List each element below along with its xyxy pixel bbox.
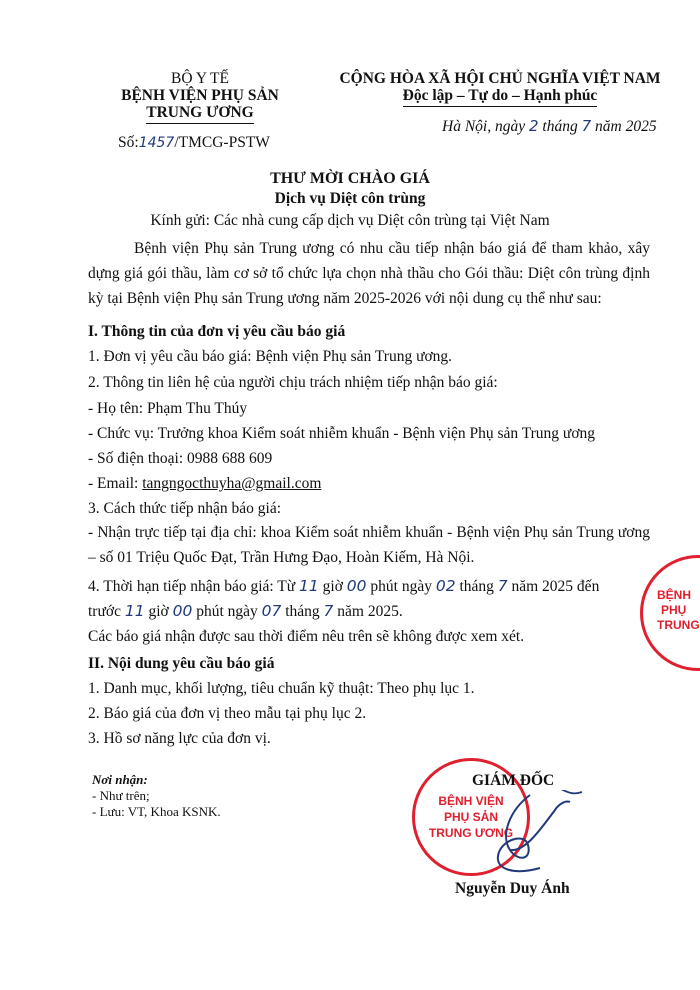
motto: Độc lập – Tự do – Hạnh phúc (403, 87, 598, 107)
date-line (442, 117, 657, 136)
recipient-2: - Lưu: VT, Khoa KSNK. (92, 804, 221, 819)
from-month: 7 (497, 577, 508, 595)
contact-position: - Chức vụ: Trưởng khoa Kiểm soát nhiễm khuẩn - Bệnh viện Phụ sản Trung ương (88, 425, 596, 442)
to-month: 7 (323, 602, 334, 620)
deadline-label: 4. Thời hạn tiếp nhận báo giá: Từ (88, 578, 296, 595)
date-month-label: tháng (542, 118, 578, 135)
hour-label: giờ (322, 578, 343, 595)
issuer-block (100, 70, 300, 124)
national-motto-block (330, 70, 670, 107)
section1-item1: 1. Đơn vị yêu cầu báo giá: Bệnh viện Phụ sản Trung ương. (88, 348, 453, 365)
ministry-name: BỘ Y TẾ (171, 70, 229, 87)
stamp-line3: TRUNG ƯƠNG (428, 826, 514, 840)
contact-name: - Họ tên: Phạm Thu Thúy (88, 400, 248, 417)
from-minute: 00 (346, 577, 367, 595)
side-stamp (640, 555, 700, 671)
date-place: Hà Nội, ngày (442, 118, 526, 135)
email-link[interactable]: tangngocthuyha@gmail.com (142, 475, 322, 492)
direct-address: - Nhận trực tiếp tại địa chỉ: khoa Kiểm soát nhiễm khuẩn - Bệnh viện Phụ sản Trung ương – số 01 Triệu Quốc Đạt, Trần Hưng Đạo, Hoàn Kiếm, Hà Nội. (88, 524, 650, 566)
section1-item4-line1 (88, 576, 650, 597)
handwritten-signature (470, 790, 590, 890)
from-day: 02 (435, 577, 456, 595)
section2-heading: II. Nội dung yêu cầu báo giá (88, 655, 275, 672)
stamp-line1: BỆNH VIỆN (438, 794, 504, 808)
recipient-1: - Như trên; (92, 788, 150, 803)
number-handwritten: 1457 (138, 135, 175, 151)
republic-name: CỘNG HÒA XÃ HỘI CHỦ NGHĨA VIỆT NAM (339, 70, 661, 87)
section1-heading: I. Thông tin của đơn vị yêu cầu báo giá (88, 323, 346, 340)
before-label: trước (88, 603, 121, 620)
section1-item3: 3. Cách thức tiếp nhận báo giá: (88, 500, 282, 517)
addressee: Kính gửi: Các nhà cung cấp dịch vụ Diệt côn trùng tại Việt Nam (150, 212, 550, 229)
stamp-line2: PHỤ SẢN (443, 810, 498, 824)
hour-label-2: giờ (148, 603, 169, 620)
letter-title: THƯ MỜI CHÀO GIÁ (270, 170, 430, 187)
email-label: - Email: (88, 475, 143, 492)
date-year: năm 2025 (595, 118, 657, 135)
section2-item1: 1. Danh mục, khối lượng, tiêu chuẩn kỹ thuật: Theo phụ lục 1. (88, 680, 475, 697)
to-minute: 00 (172, 602, 193, 620)
minute-day-label: phút ngày (370, 578, 432, 595)
to-hour: 11 (124, 602, 145, 620)
section2-item3: 3. Hồ sơ năng lực của đơn vị. (88, 730, 271, 747)
date-month: 7 (581, 117, 592, 135)
from-hour: 11 (299, 577, 319, 595)
document-number (118, 134, 270, 152)
section2-item2: 2. Báo giá của đơn vị theo mẫu tại phụ lục 2. (88, 705, 367, 722)
month-label: tháng (459, 578, 494, 595)
to-day: 07 (261, 602, 282, 620)
side-stamp-line2: PHỤ (661, 603, 687, 617)
section1-item4-line2 (88, 601, 403, 622)
hospital-name: BỆNH VIỆN PHỤ SẢN (121, 87, 279, 104)
letter-subtitle: Dịch vụ Diệt côn trùng (274, 190, 426, 207)
contact-email (88, 474, 321, 494)
number-prefix: Số: (118, 134, 139, 151)
year-to-label: năm 2025 đến (511, 578, 600, 595)
signer-name: Nguyễn Duy Ánh (455, 880, 570, 897)
side-stamp-line3: TRUNG (657, 618, 700, 632)
contact-phone: - Số điện thoại: 0988 688 609 (88, 450, 273, 467)
hospital-name-2: TRUNG ƯƠNG (146, 104, 254, 124)
late-note: Các báo giá nhận được sau thời điểm nêu trên sẽ không được xem xét. (88, 628, 525, 645)
number-suffix: /TMCG-PSTW (174, 134, 270, 151)
minute-day-label-2: phút ngày (196, 603, 258, 620)
signer-title: GIÁM ĐỐC (472, 772, 555, 789)
recipients-label: Nơi nhận: (92, 772, 148, 787)
intro-paragraph: Bệnh viện Phụ sản Trung ương có nhu cầu tiếp nhận báo giá để tham khảo, xây dựng giá gói thầu, làm cơ sở tổ chức lựa chọn nhà thầu cho Gói thầu: Diệt côn trùng định kỳ tại Bệnh viện Phụ sản Trung ương năm 2025-2026 với nội dung cụ thể như sau: (88, 240, 650, 307)
year-end-label: năm 2025. (337, 603, 403, 620)
recipients-block (92, 772, 221, 820)
section1-item2: 2. Thông tin liên hệ của người chịu trách nhiệm tiếp nhận báo giá: (88, 374, 498, 391)
side-stamp-line1: BỆNH (657, 588, 692, 602)
month-label-2: tháng (285, 603, 320, 620)
date-day: 2 (528, 117, 539, 135)
